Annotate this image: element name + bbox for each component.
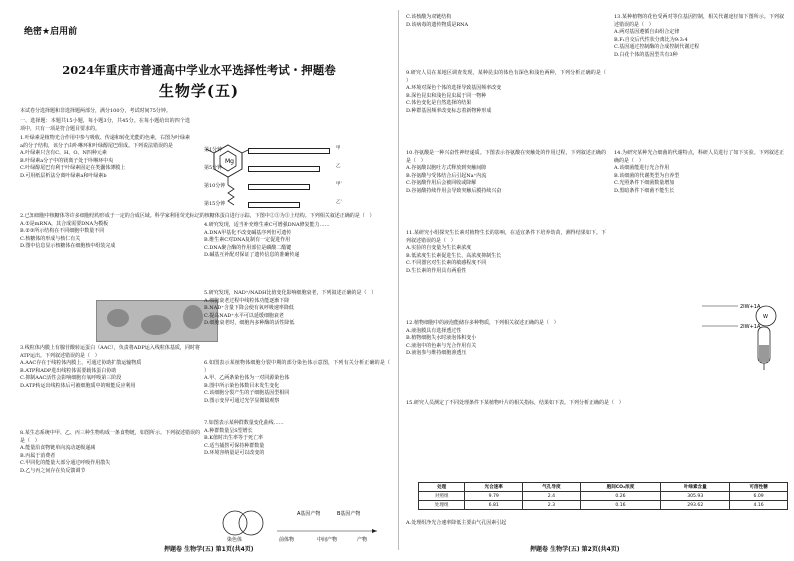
chromosome-tag: 甲 bbox=[336, 146, 341, 151]
diagram-label: A基因产物 bbox=[297, 511, 321, 517]
diagram-label: 染色体 bbox=[227, 537, 243, 543]
diagram-label: 中间产物 bbox=[317, 537, 338, 543]
table-cell: 0.16 bbox=[580, 501, 661, 510]
question-14: 14.为研究某种光合细菌的代谢特点，科研人员进行了如下实验。下列叙述正确的是（ ） A.该细菌能进行光合作用 B.该细菌的代谢类型为自养型 C.光照条件下细菌数量增加 D.黑暗条件下细菌不能生长 bbox=[614, 150, 784, 194]
table-caption: A.处理组净光合速率降低主要由气孔因素引起 bbox=[406, 520, 507, 526]
table-cell: 293.62 bbox=[661, 501, 730, 510]
question-7: 7.如图表示某种群数量变化曲线…… A.种群数量呈S型增长 B.K值时出生率等于死亡率 C.适当捕捞可保持种群数量 D.环境容纳量是可以改变的 bbox=[204, 420, 284, 457]
data-table bbox=[418, 482, 788, 510]
section-intro: 一、选择题：本题共15小题，每小题3分，共45分。在每小题给出的四个选项中，只有一项是符合题目要求的。 bbox=[20, 118, 190, 132]
question-9: 9.研究人员在某地区调查发现，某种昆虫的体色有深色和浅色两种，下列分析正确的是（ ） A.环境对深色个体的选择导致基因频率改变 B.深色昆虫和浅色昆虫属于同一物种 C.体色变化是自然选择的结果 D.种群基因频率改变标志着新物种形成 bbox=[406, 70, 606, 114]
time-label: 第15分钟 bbox=[204, 201, 226, 207]
table-header-cell: 胞间CO₂浓度 bbox=[580, 483, 661, 492]
table-header-cell: 可溶性糖 bbox=[730, 483, 788, 492]
page-divider bbox=[398, 10, 399, 550]
question-2: 2.已知细胞中核糖体等许多细胞结构形成于一定的合成区域。科学家利用荧光标记的核糖体蛋白进行示踪，下图中②③为③上结构。下列相关叙述正确的是（ ） A.①是mRNA，其合成需要DNA为模板 B.②③所示结构在不同细胞中数量不同 C.核糖体的形成与核仁有关 D.图中信息显示核糖体在细胞核中组装完成 bbox=[20, 213, 375, 250]
page-footer-right: 押题卷 生物学(五) 第2页(共4页) bbox=[530, 546, 620, 553]
question-13: 13.某种植物的花色受两对等位基因控制，相关代谢途径如下图所示。下列叙述错误的是（ ） A.两对基因遵循自由组合定律 B.F₁自交后代性状分离比为9:3:4 C.基因通过控制酶的合成控制代谢过程 D.白花个体的基因型共有3种 bbox=[614, 14, 784, 58]
right-column bbox=[404, 0, 786, 561]
chromosome-bar bbox=[248, 166, 320, 172]
table-row bbox=[419, 501, 788, 510]
chromosome-tag: 甲' bbox=[336, 182, 342, 187]
svg-text:Mg: Mg bbox=[225, 158, 234, 165]
table-cell: 4.16 bbox=[730, 501, 788, 510]
question-4: 4.研究发现，适当补充维生素C可增强DNA修复能力…… A.DNA甲基化不改变碱基序列但可遗传 B.维生素C对DNA复制有一定促进作用 C.DNA聚合酶的作用部位是磷酸二酯键 D.碱基互补配对保证了遗传信息的准确传递 bbox=[204, 222, 330, 259]
table-header-row bbox=[419, 483, 788, 492]
chromosome-diagram bbox=[204, 145, 389, 215]
diagram-label: 产物 bbox=[357, 537, 368, 543]
chromosome-tag: 乙 bbox=[336, 164, 341, 169]
table-cell: 6.81 bbox=[465, 501, 523, 510]
question-3: 3.线粒体内膜上有腺苷酸转运蛋白（AAC），负责将ADP运入线粒体基质，同时将ATP运出。下列叙述错误的是（ ） A.AAC存在于线粒体内膜上，可通过协助扩散运输物质 B.ATP和ADP进出线粒体需要载体蛋白协助 C.抑制AAC活性会影响细胞有氧呼吸第三阶段 D.ATP转运出线粒体后可被细胞质中的吸能反应利用 bbox=[20, 345, 200, 389]
table-cell: 2.3 bbox=[523, 501, 581, 510]
chromosome-row bbox=[204, 145, 389, 155]
table-cell: 305.93 bbox=[661, 492, 730, 501]
table-cell: 0.26 bbox=[580, 492, 661, 501]
question-8: 8.某生态系统中甲、乙、丙三种生物构成一条食物链，如图所示。下列叙述错误的是（ ） A.能量沿食物链单向流动逐级递减 B.丙属于消费者 C.甲同化的能量大部分通过呼吸作用散失 D.乙与丙之间存在负反馈调节 bbox=[20, 430, 200, 474]
chromosome-row bbox=[204, 163, 389, 173]
time-label: 第10分钟 bbox=[204, 183, 226, 189]
chromosome-bar bbox=[248, 148, 330, 154]
chromosome-row bbox=[204, 199, 389, 209]
table-cell: 2.4 bbox=[523, 492, 581, 501]
chromosome-row bbox=[204, 181, 389, 191]
diagram-label: 前体物 bbox=[279, 537, 295, 543]
question-15: 15.研究人员测定了不同处理条件下某植物叶片的相关指标，结果如下表。下列分析正确的是（ ） bbox=[406, 400, 624, 406]
cross-scheme bbox=[698, 296, 788, 342]
question-5: 5.研究发现，NAD⁺/NADH比值变化影响细胞衰老，下列叙述正确的是（ ） A.细胞衰老过程中线粒体功能逐渐下降 B.NAD⁺含量下降会使有氧呼吸速率降低 C.提高NAD⁺水平可以延缓细胞衰老 D.细胞衰老时，细胞内多种酶的活性降低 bbox=[204, 290, 377, 327]
micrograph-image bbox=[96, 300, 218, 342]
time-label: 第5分钟 bbox=[204, 165, 223, 171]
table-cell: 对照组 bbox=[419, 492, 465, 501]
table-header-cell: 气孔导度 bbox=[523, 483, 581, 492]
table-cell: 9.79 bbox=[465, 492, 523, 501]
secret-label: 绝密★启用前 bbox=[24, 27, 78, 37]
exam-note: 本试卷分选择题和非选择题两部分，满分100分，考试时间75分钟。 bbox=[20, 108, 171, 114]
scheme-label: 2IW+1A bbox=[740, 324, 761, 330]
diagram-label: B基因产物 bbox=[337, 511, 361, 517]
time-label: 第1分钟 bbox=[204, 147, 223, 153]
table-header-cell: 处理 bbox=[419, 483, 465, 492]
table-cell: 处理组 bbox=[419, 501, 465, 510]
question-1: 1.叶绿素是植物光合作用中参与吸收、传递和转化光能的色素，右图为叶绿素a的分子结构，该分子由卟啉环和叶绿醇尾巴组成。下列说法错误的是 A.叶绿素只含有C、H、O、N四种元素 B.叶绿素a分子中的镁离子处于卟啉环中央 C.叶绿醇尾巴有利于叶绿素固定在类囊体薄膜上 D.可用纸层析法分离叶绿素a和叶绿素b bbox=[20, 135, 190, 179]
subject-title: 生物学(五) bbox=[158, 82, 240, 100]
question-10: 10.谷氨酸是一种兴奋性神经递质。下图表示谷氨酸在突触处的作用过程，下列叙述正确的是（ ） A.谷氨酸以胞吐方式释放到突触间隙 B.谷氨酸与受体结合后引起Na⁺内流 C.谷氨酸作用后会被回收或降解 D.谷氨酸持续作用会导致突触后膜持续兴奋 bbox=[406, 150, 606, 194]
scheme-label: W bbox=[763, 314, 768, 320]
scheme-label: 2IW+1A bbox=[740, 304, 761, 310]
gene-pathway-diagram bbox=[207, 505, 387, 543]
chromosome-bar bbox=[248, 184, 310, 190]
left-column bbox=[14, 0, 394, 561]
table-row bbox=[419, 492, 788, 501]
page-footer-left: 押题卷 生物学(五) 第1页(共4页) bbox=[164, 546, 254, 553]
question-12: 12.植物细胞中的液泡能储存多种物质，下列相关叙述正确的是（ ） A.液泡膜具有选择透过性 B.植物细胞失水时液泡体积变小 C.液泡中的色素与光合作用有关 D.液泡参与维持细胞渗透压 bbox=[406, 320, 559, 357]
table-header-cell: 光合速率 bbox=[465, 483, 523, 492]
exam-title: 2024年重庆市普通高中学业水平选择性考试・押题卷 bbox=[62, 63, 336, 77]
question-11: 11.某研究小组探究生长素对植物生长的影响，在适宜条件下培养幼苗，测得结果如下。下列叙述错误的是（ ） A.实验的自变量为生长素浓度 B.低浓度生长素促进生长，高浓度抑制生长 C.不同器官对生长素的敏感程度不同 D.生长素的作用具有两重性 bbox=[406, 230, 606, 274]
chromosome-bar bbox=[248, 202, 300, 208]
question-6: 6.如图表示某植物体细胞分裂中期的部分染色体示意图，下列有关分析正确的是（ ） A.甲、乙两条染色体为一对同源染色体 B.图中所示染色体数目未发生变化 C.该细胞分裂产生的子细胞基因型相同 D.图示变异可通过光学显微镜观察 bbox=[204, 360, 390, 404]
table-header-cell: 叶绿素含量 bbox=[661, 483, 730, 492]
question-8-cont: C.该核酸为双链结构 D.该病毒的遗传物质是RNA bbox=[406, 14, 469, 28]
chromosome-tag: 乙' bbox=[336, 200, 342, 205]
table-cell: 6.09 bbox=[730, 492, 788, 501]
